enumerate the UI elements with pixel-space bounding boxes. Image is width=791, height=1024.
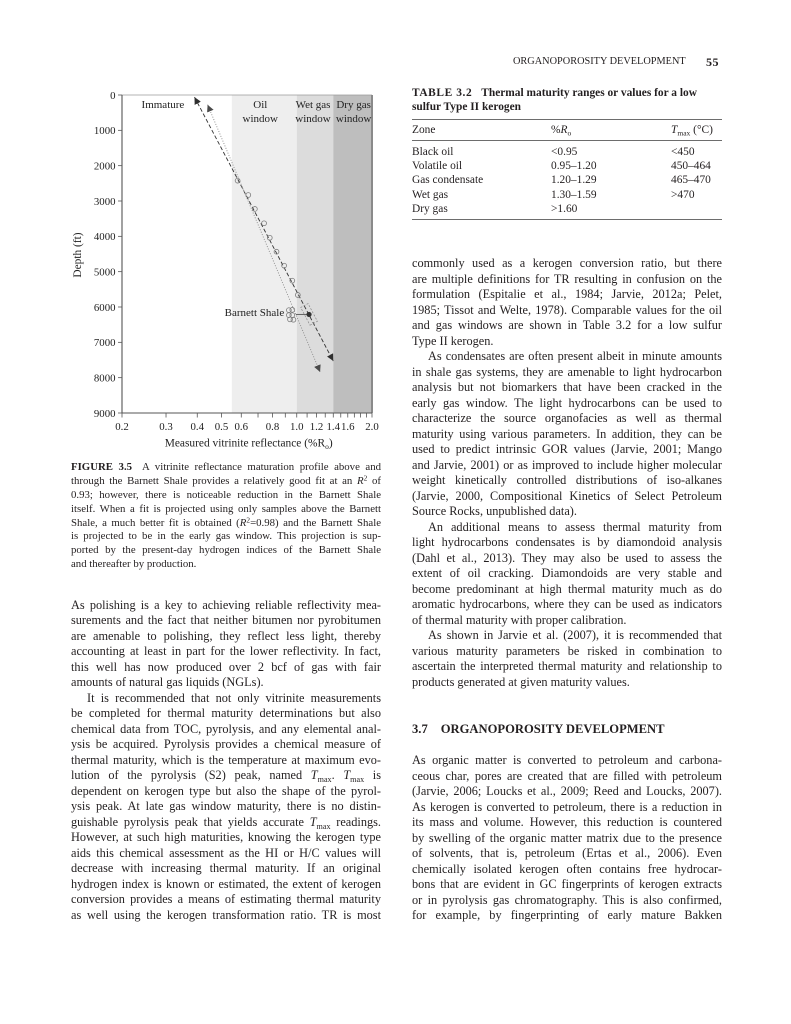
text-line: (Jarvie, 2006; Loucks et al., 2009; Reed and Loucks, 2007). (412, 784, 722, 798)
zone-label: Dry gas (336, 99, 371, 112)
maturity-table (412, 119, 722, 220)
x-axis-title-tail: ) (328, 437, 333, 450)
table-cell: 1.20–1.29 (551, 174, 597, 187)
text-line: for example, by fingerprinting of early mature Bakken (412, 908, 722, 922)
text-line (71, 768, 381, 784)
text-run: % (551, 124, 561, 136)
column-header (551, 120, 571, 140)
label-text: FIGURE 3.5 (71, 461, 133, 474)
x-tick-label: 2.0 (365, 420, 379, 433)
text-line: bons that are evident in GC fingerprints of kerogen extracts (412, 877, 722, 891)
text-line: be completed for thermal maturity determinations but also (71, 706, 381, 720)
text-line: An additional means to assess thermal maturity from (428, 519, 722, 534)
text-line: light hydrocarbons condensates is by diamondoid analysis (412, 535, 722, 550)
text-line: amounts of natural gas liquids (NGLs). (71, 675, 264, 689)
section-title: ORGANOPOROSITY DEVELOPMENT (440, 722, 665, 736)
text-line: As kerogen is converted to petroleum, there is a reduction in (412, 799, 722, 814)
y-tick-label: 2000 (93, 160, 116, 173)
text-line: ysis be acquired. Pyrolysis provides a chemical measure of (71, 737, 381, 751)
italic-text: R (560, 124, 568, 136)
text-run: is (364, 768, 381, 782)
x-tick-label: 0.2 (115, 420, 129, 433)
x-axis-title-main: Measured vitrinite reflectance (%R (164, 437, 326, 450)
text-line: It is recommended that not only vitrinite measurements (87, 690, 381, 705)
text-line: various maturity parameters be risked in combination to (412, 643, 722, 658)
text-line (71, 514, 381, 531)
text-line: Type II kerogen. (412, 333, 494, 348)
table-body (412, 141, 722, 219)
text-line: aids this chemical assessment as the HI or H/C values will (71, 845, 381, 860)
x-tick-label: 0.4 (190, 420, 205, 433)
text-line: extent of oil cracking. Diamondoids are very stable and (412, 566, 722, 581)
italic-text: T (309, 814, 317, 829)
subscript-text: max (677, 128, 691, 138)
superscript-text: 2 (363, 473, 368, 483)
text-run: A vitrinite reflectance maturation profile above and (142, 461, 382, 474)
text-line: itself. When a fit is projected using only samples above the Barnett (71, 502, 381, 515)
text-line: in shale gas systems, they are amenable to light hydrocarbon (412, 364, 722, 379)
table-cell: Volatile oil (412, 160, 463, 173)
text-line: ported by the present-day hydrogen indices of the Barnett Shale (71, 544, 381, 557)
text-line: and Jarvie, 2001) or as improved to include higher molecular (412, 457, 722, 472)
text-line: (Dahl et al., 2013). They may also be used to assess the (412, 550, 722, 565)
italic-text: T (310, 768, 318, 782)
x-tick-label: 0.5 (214, 420, 229, 433)
text-line: ceous char, pores are created that are filled with petroleum (412, 768, 722, 783)
left-column-text (71, 598, 381, 924)
y-tick-label: 9000 (93, 407, 116, 420)
subscript-text: max (316, 821, 331, 831)
text-line: thermal maturity, which is the temperature at maximum evo- (71, 752, 381, 767)
table-cell: <0.95 (551, 146, 578, 158)
text-line: maturity using various parameters. In addition, they can be (412, 426, 722, 441)
text-line: sulfur Type II kerogen (412, 101, 521, 113)
text-line: used to predict intrinsic GOR values (Jarvie, 2001; Mango (412, 442, 722, 457)
text-line: become predominant at high thermal maturity much as do (412, 581, 722, 596)
text-run: Thermal maturity ranges or values for a low (481, 87, 697, 99)
zone-label: window (242, 113, 279, 126)
table-cell: <450 (671, 146, 695, 158)
table-cell: Black oil (412, 146, 454, 158)
text-line: Source Rocks, unpublished data). (412, 504, 577, 519)
table-row (412, 145, 722, 159)
text-run: of (367, 475, 381, 488)
text-line: or in pyrolysis gas chromatography. This is also confirmed, (412, 892, 722, 907)
text-line: However, at such high maturities, knowing the kerogen type (71, 830, 381, 844)
table-cell: 450–464 (671, 160, 711, 173)
text-line: ascertain the interpreted thermal maturity and relationship to (412, 659, 722, 674)
y-tick-label: 0 (110, 89, 116, 102)
paragraph (412, 753, 722, 924)
text-run: through the Barnett Shale provides a relatively good fit at an (71, 475, 358, 488)
zone-oil-window (232, 95, 297, 413)
x-tick-label: 0.6 (234, 420, 249, 433)
figure-caption (71, 461, 381, 571)
text-line: products generated at given maturity values. (412, 674, 630, 689)
column-header (412, 120, 435, 140)
text-line: hydrogen index is known or estimated, the extent of kerogen (71, 876, 381, 891)
x-axis-title (165, 437, 333, 451)
y-axis-title: Depth (ft) (71, 232, 84, 278)
x-axis-title-subscript: o (325, 441, 329, 451)
italic-text: T (671, 124, 678, 136)
text-run: . (331, 768, 344, 782)
data-point-projected (306, 312, 311, 317)
text-line: of solvents, that is, petroleum (Ertas et al., 2006). Even (412, 846, 722, 860)
x-tick-label: 1.6 (341, 420, 355, 433)
y-tick-label: 4000 (93, 231, 116, 244)
text-line: early gas window. The light hydrocarbons can be used to (412, 395, 722, 410)
zone-label: window (335, 113, 372, 126)
paragraph (412, 256, 722, 349)
y-tick-label: 3000 (93, 195, 116, 208)
table-cell: 1.30–1.59 (551, 188, 597, 201)
text-line: As polishing is a key to achieving reliable reflectivity mea- (71, 597, 381, 612)
text-line: ysis peak. At late gas window maturity, there is no distin- (71, 799, 381, 813)
paragraph (71, 691, 381, 924)
text-line: formulation (Espitalie et al., 1984; Jarvie, 2012a; Pelet, (412, 287, 722, 302)
text-line: by swelling of the organic matter matrix due to the presence (412, 830, 722, 845)
y-tick-label: 8000 (93, 372, 116, 385)
italic-text: R (357, 475, 364, 488)
text-line: accounting at least in part for the lower reflectivity. In fact, (71, 644, 381, 658)
y-tick-label: 7000 (93, 337, 116, 350)
text-line: are amenable to polishing, they reflect less light, thereby (71, 628, 381, 643)
text-line: and gas windows are shown in Table 3.2 for a low sulfur (412, 318, 722, 333)
text-line: 0.93; however, there is noticeable reduction in the Barnett Shale (71, 488, 381, 501)
section-number: 3.7 (412, 722, 428, 736)
text-line: commonly used as a kerogen conversion ratio, but there (412, 256, 722, 271)
text-run: Zone (412, 124, 436, 136)
text-run: lution of the pyrolysis (S2) peak, named (71, 768, 311, 782)
text-line: chemically isolated kerogen often contains free hydrocar- (412, 861, 722, 876)
text-line: As condensates are often present albeit in minute amounts (428, 349, 722, 364)
paragraph (412, 628, 722, 690)
text-run: Shale, a much better fit is obtained ( (71, 516, 240, 529)
italic-text: T (343, 768, 351, 782)
text-line: of thermal maturity with proper calibration. (412, 612, 627, 627)
table-cell: 0.95–1.20 (551, 160, 597, 173)
label-text: TABLE 3.2 (412, 87, 473, 99)
table-row (412, 188, 722, 202)
subscript-text: max (317, 774, 332, 784)
text-line (71, 475, 381, 489)
text-line: are multiple definitions for TR resulting in confusion on the (412, 271, 722, 286)
table-row (412, 202, 722, 216)
text-line: As shown in Jarvie et al. (2007), it is recommended that (428, 628, 722, 643)
zone-label: Oil (253, 99, 268, 112)
text-line: weight kinetically controlled distributions of iso-alkanes (412, 473, 722, 488)
x-tick-label: 1.4 (326, 420, 341, 433)
text-line: surements and the fact that neither bitumen nor pyrobitumen (71, 613, 381, 627)
subscript-text: o (567, 128, 572, 138)
table-3-2 (412, 86, 722, 222)
zone-label: Immature (141, 99, 185, 112)
y-tick-label: 1000 (93, 125, 116, 138)
text-line: (Jarvie, 2000, Compositional Kinetics of Select Petroleum (412, 488, 722, 503)
text-line: analysis but not biomarkers that have been cracked in the (412, 380, 722, 395)
text-line: 1985; Tissot and Welte, 1978). Comparable values for the oil (412, 302, 722, 317)
running-head: ORGANOPOROSITY DEVELOPMENT (513, 56, 686, 67)
paragraph (412, 349, 722, 520)
right-column-text (412, 256, 722, 690)
zone-label: Wet gas (295, 99, 331, 112)
italic-text: R (239, 516, 247, 529)
table-title (412, 86, 722, 114)
text-line (71, 461, 381, 475)
column-header (671, 120, 713, 140)
text-line: aromatic hydrocarbons, where they can be used as indicators (412, 597, 722, 612)
annotation-label: Barnett Shale (224, 307, 285, 320)
text-line (71, 815, 381, 831)
text-line: characterize the source organofacies as well as thermal (412, 411, 722, 426)
zone-immature (122, 95, 232, 413)
text-run: guishable pyrolysis peak that yields accurate (71, 814, 310, 829)
zone-dry-gas-window (333, 95, 372, 413)
table-cell: >1.60 (551, 202, 578, 215)
paragraph (412, 520, 722, 629)
text-run: (°C) (690, 124, 713, 136)
text-run: =0.98) and the Barnett Shale (250, 516, 381, 529)
text-line: as well using the kerogen transformation ratio. TR is most (71, 907, 381, 922)
table-header-row (412, 120, 722, 141)
text-line: As organic matter is converted to petroleum and carbona- (412, 753, 722, 767)
superscript-text: 2 (246, 514, 251, 524)
table-row (412, 159, 722, 173)
table-cell: Wet gas (412, 188, 449, 201)
table-cell: Dry gas (412, 202, 448, 215)
text-line: this well has now produced over 2 bcf of gas with fair (71, 659, 381, 674)
subscript-text: max (350, 774, 365, 784)
text-line: is projected to be in the early gas window. This projection is sup- (71, 530, 381, 543)
zone-label: window (295, 113, 331, 126)
text-line: decrease with increasing therm​al maturity. If an original (71, 861, 381, 875)
zone-wet-gas-window (297, 95, 334, 413)
section-text (412, 753, 722, 924)
table-cell: >470 (671, 188, 695, 201)
text-line: its mass and volume. However, this reduction is countered (412, 815, 722, 829)
paragraph (71, 598, 381, 691)
table-cell: 465–470 (671, 174, 711, 187)
vitrinite-reflectance-chart (55, 85, 390, 455)
y-tick-label: 6000 (93, 301, 116, 314)
page-number: 55 (706, 55, 719, 69)
x-tick-label: 1.2 (309, 420, 324, 433)
text-line: and thereafter by production. (71, 557, 197, 570)
y-tick-label: 5000 (93, 266, 116, 279)
text-run: readings. (330, 814, 381, 829)
x-tick-label: 1.0 (289, 420, 304, 433)
table-row (412, 173, 722, 187)
text-line: conversion provides a means of estimating thermal maturity (71, 892, 381, 906)
text-line: chemical data from TOC, pyrolysis, and any elemental anal- (71, 721, 381, 736)
x-tick-label: 0.8 (265, 420, 280, 433)
table-cell: Gas condensate (412, 174, 484, 187)
section-heading (412, 721, 665, 737)
x-tick-label: 0.3 (159, 420, 173, 433)
text-line (412, 86, 722, 100)
text-line: dependent on kerogen type but also the shape of the pyrol- (71, 783, 381, 798)
